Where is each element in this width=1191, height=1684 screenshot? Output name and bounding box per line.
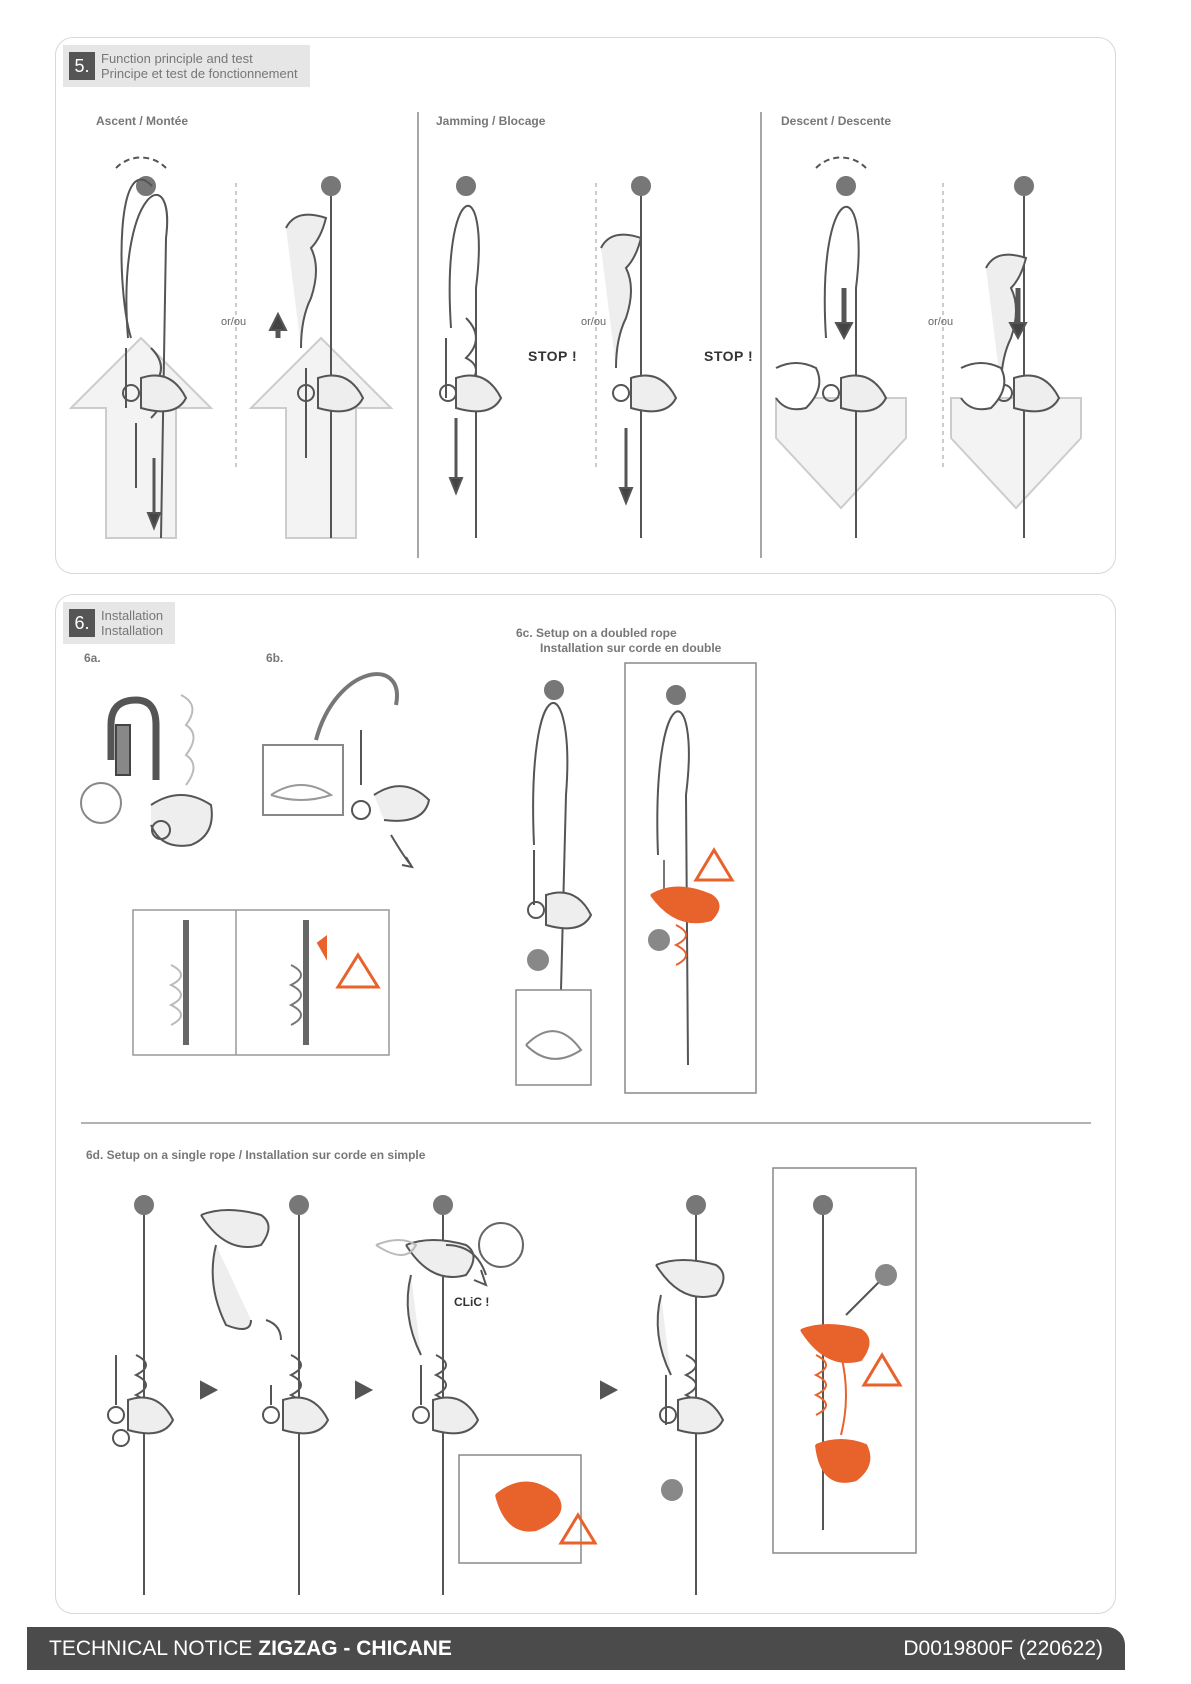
label-6c-fr: Installation sur corde en double	[540, 641, 722, 655]
section-6-panel	[55, 594, 1116, 1614]
clic-label: CLiC !	[454, 1295, 490, 1309]
label-descent: Descent / Descente	[781, 114, 892, 128]
label-6b: 6b.	[266, 651, 284, 665]
stop-label-2: STOP !	[704, 348, 754, 364]
section-6-title-fr: Installation	[101, 623, 164, 638]
label-jamming: Jamming / Blocage	[436, 114, 546, 128]
or-label-2: or/ou	[581, 316, 607, 328]
section-5-title-en: Function principle and test	[101, 51, 253, 66]
section-5-number: 5.	[69, 52, 95, 80]
label-ascent: Ascent / Montée	[96, 114, 189, 128]
footer-doc-ref: D0019800F (220622)	[903, 1636, 1103, 1660]
footer-bar	[27, 1627, 1125, 1670]
or-label-1: or/ou	[221, 316, 247, 328]
installation-illustrations	[56, 595, 1117, 1615]
section-5-panel	[55, 37, 1116, 574]
label-6c-en: 6c. Setup on a doubled rope	[516, 626, 677, 640]
stop-label-1: STOP !	[528, 348, 578, 364]
or-label-3: or/ou	[928, 316, 954, 328]
section-6-number: 6.	[69, 609, 95, 637]
function-illustrations	[56, 38, 1117, 575]
label-6a: 6a.	[84, 651, 101, 665]
section-5-title-fr: Principe et test de fonctionnement	[101, 66, 298, 81]
section-6-title-en: Installation	[101, 608, 164, 623]
footer-product-name: ZIGZAG - CHICANE	[258, 1636, 452, 1660]
footer-notice-prefix: TECHNICAL NOTICE	[49, 1636, 259, 1660]
footer-title	[49, 1637, 452, 1661]
label-6d: 6d. Setup on a single rope / Installation sur corde en simple	[86, 1148, 426, 1162]
